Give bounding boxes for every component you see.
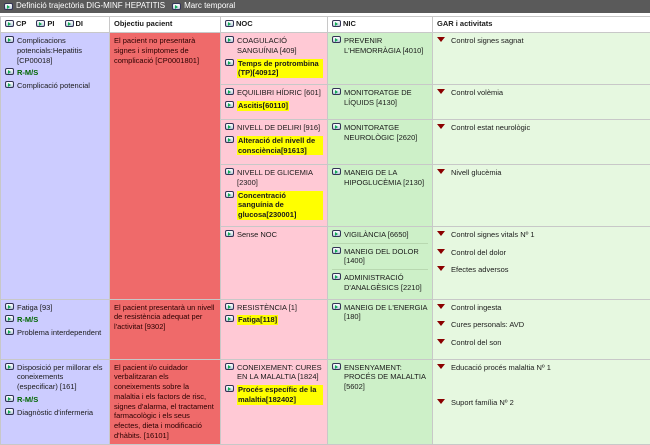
gar-cell: Nivell glucèmia	[433, 165, 650, 227]
expand-triangle-icon[interactable]	[437, 339, 445, 344]
problem-arrow-icon[interactable]	[5, 363, 14, 370]
nic-item-icon[interactable]	[332, 168, 341, 175]
nic-item-icon[interactable]	[332, 363, 341, 370]
expand-triangle-icon[interactable]	[437, 249, 445, 254]
noc-cell: COAGULACIÓ SANGUÍNIA [409] Temps de protrombina (TP)[40912]	[221, 33, 328, 85]
gar-cell: Educació procés malaltia Nº 1 Suport família Nº 2	[433, 359, 650, 444]
col-header-gar: GAR i activitats	[433, 17, 650, 33]
patient-problem-cell: Complicacions potencials:Hepatitis [CP00018] R-M/S Complicació potencial	[1, 33, 110, 300]
nic-cell: MONITORATGE NEUROLÒGIC [2620]	[328, 120, 433, 165]
indicator-icon[interactable]	[225, 59, 234, 66]
gar-cell: Control volèmia	[433, 85, 650, 120]
table-row	[1, 33, 650, 85]
indicator-icon[interactable]	[225, 136, 234, 143]
nic-cell: MONITORATGE DE LÍQUIDS [4130]	[328, 85, 433, 120]
time-frame-link[interactable]: Marc temporal	[184, 1, 235, 11]
gar-cell: Control ingesta Cures personals: AVD Control del son	[433, 299, 650, 359]
gar-cell: Control estat neurològic	[433, 120, 650, 165]
indicator-icon[interactable]	[225, 191, 234, 198]
noc-item-icon[interactable]	[225, 168, 234, 175]
indicator-icon[interactable]	[225, 315, 234, 322]
nic-arrow-icon[interactable]	[332, 20, 341, 27]
rms-arrow-icon[interactable]	[5, 315, 14, 322]
gar-cell: Control signes vitals Nº 1 Control del dolor Efectes adversos	[433, 226, 650, 299]
trajectory-definition-link[interactable]: Definició trajectòria DIG-MINF HEPATITIS	[16, 1, 165, 11]
nic-cell: MANEIG DE LA HIPOGLUCÈMIA [2130]	[328, 165, 433, 227]
gar-cell: Control signes sagnat	[433, 33, 650, 85]
type-arrow-icon[interactable]	[5, 81, 14, 88]
noc-item-icon[interactable]	[225, 363, 234, 370]
noc-item-icon[interactable]	[225, 303, 234, 310]
expand-triangle-icon[interactable]	[437, 231, 445, 236]
noc-item-icon[interactable]	[225, 36, 234, 43]
nic-cell: ENSENYAMENT: PROCÉS DE MALALTIA [5602]	[328, 359, 433, 444]
problem-arrow-icon[interactable]	[5, 303, 14, 310]
col-header-patient	[1, 17, 110, 33]
nic-item-icon[interactable]	[332, 230, 341, 237]
header-cp[interactable]: CP	[16, 19, 26, 29]
expand-triangle-icon[interactable]	[437, 399, 445, 404]
rms-arrow-icon[interactable]	[5, 395, 14, 402]
header-pi[interactable]: PI	[47, 19, 54, 29]
nic-item-icon[interactable]	[332, 88, 341, 95]
expand-triangle-icon[interactable]	[437, 124, 445, 129]
nic-cell: MANEIG DE L'ENERGIA [180]	[328, 299, 433, 359]
nic-item-icon[interactable]	[332, 303, 341, 310]
noc-cell: EQUILIBRI HÍDRIC [601] Ascitis[60110]	[221, 85, 328, 120]
nic-item-icon[interactable]	[332, 123, 341, 130]
objective-cell: El pacient i/o cuidador verbalitzaran els coneixements sobre la malaltia i els factors de risc, signes d'alarma, el tractament farmacològic i els seus efectes, dieta i modificació d'hàbits. [16101]	[110, 359, 221, 444]
nic-cell: VIGILÀNCIA [6650] MANEIG DEL DOLOR [1400] ADMINISTRACIÓ D'ANALGÈSICS [2210]	[328, 226, 433, 299]
pi-arrow-icon[interactable]	[36, 20, 45, 27]
col-header-noc: NOC	[221, 17, 328, 33]
col-header-nic: NIC	[328, 17, 433, 33]
nic-cell: PREVENIR L'HEMORRÀGIA [4010]	[328, 33, 433, 85]
expand-triangle-icon[interactable]	[437, 266, 445, 271]
indicator-icon[interactable]	[225, 101, 234, 108]
expand-triangle-icon[interactable]	[437, 321, 445, 326]
rms-arrow-icon[interactable]	[5, 68, 14, 75]
noc-cell: RESISTÈNCIA [1] Fatiga[118]	[221, 299, 328, 359]
care-plan-table	[0, 16, 650, 445]
noc-arrow-icon[interactable]	[225, 20, 234, 27]
expand-triangle-icon[interactable]	[437, 89, 445, 94]
table-row	[1, 299, 650, 359]
objective-cell: El pacient no presentarà signes i símptomes de complicació [CP0001801]	[110, 33, 221, 300]
cp-arrow-icon[interactable]	[5, 20, 14, 27]
expand-triangle-icon[interactable]	[437, 169, 445, 174]
noc-cell: NIVELL DE DELIRI [916] Alteració del nivell de consciència[91613]	[221, 120, 328, 165]
nic-item-icon[interactable]	[332, 273, 341, 280]
noc-cell: NIVELL DE GLICEMIA [2300] Concentració sanguínia de glucosa[230001]	[221, 165, 328, 227]
expand-triangle-icon[interactable]	[437, 37, 445, 42]
col-header-objective: Objectiu pacient	[110, 17, 221, 33]
problem-arrow-icon[interactable]	[5, 36, 14, 43]
objective-cell: El pacient presentarà un nivell de resistència adequat per l'activitat [9302]	[110, 299, 221, 359]
noc-cell: CONEIXEMENT: CURES EN LA MALALTIA [1824] Procés específic de la malaltia[182402]	[221, 359, 328, 444]
expand-triangle-icon[interactable]	[437, 364, 445, 369]
di-arrow-icon[interactable]	[65, 20, 74, 27]
type-arrow-icon[interactable]	[5, 328, 14, 335]
patient-problem-cell: Disposició per millorar els coneixements (especificar) [161] R-M/S Diagnòstic d'infermeria	[1, 359, 110, 444]
table-row	[1, 359, 650, 444]
noc-item-icon[interactable]	[225, 123, 234, 130]
patient-problem-cell: Fatiga [93] R-M/S Problema interdependent	[1, 299, 110, 359]
table-header-row	[1, 17, 650, 33]
header-di[interactable]: DI	[76, 19, 84, 29]
nic-item-icon[interactable]	[332, 36, 341, 43]
type-arrow-icon[interactable]	[5, 408, 14, 415]
top-breadcrumb-bar	[0, 0, 650, 13]
navigate-arrow-icon	[4, 3, 13, 10]
expand-triangle-icon[interactable]	[437, 304, 445, 309]
indicator-icon[interactable]	[225, 385, 234, 392]
nic-item-icon[interactable]	[332, 247, 341, 254]
noc-item-icon[interactable]	[225, 88, 234, 95]
noc-item-icon[interactable]	[225, 230, 234, 237]
noc-cell: Sense NOC	[221, 226, 328, 299]
navigate-arrow-icon	[172, 3, 181, 10]
